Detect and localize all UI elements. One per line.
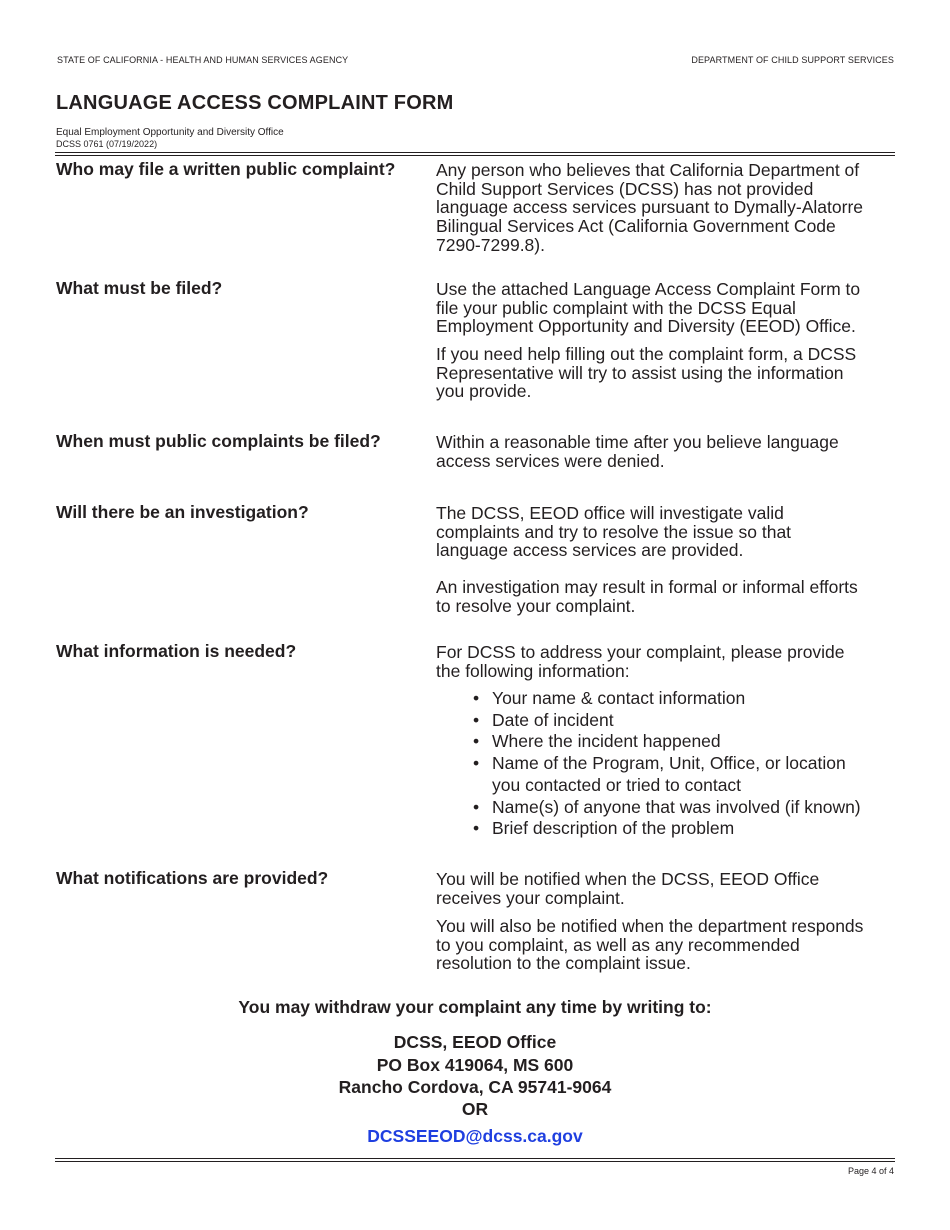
address-line2: Rancho Cordova, CA 95741-9064 [338, 1077, 612, 1097]
answer-line: to you complaint, as well as any recommended [436, 934, 800, 955]
answer-line: Child Support Services (DCSS) has not provided [436, 178, 814, 199]
answer-line: Bilingual Services Act (California Government Code [436, 216, 836, 237]
answer-when-filed [436, 433, 896, 470]
answer-line: If you need help filling out the complaint form, a DCSS [436, 344, 857, 364]
answer-help-filling [436, 345, 896, 401]
email-row [0, 1126, 950, 1147]
answer-line: language access services pursuant to Dymally-Alatorre [436, 197, 863, 218]
question-investigation: Will there be an investigation? [56, 502, 309, 522]
page-number: Page 4 of 4 [847, 1166, 894, 1176]
bullet-icon: • [473, 731, 480, 752]
withdraw-intro: You may withdraw your complaint any time by writing to: [238, 997, 712, 1017]
answer-line: You will be notified when the DCSS, EEOD Office [436, 869, 820, 889]
question-information-needed: What information is needed? [56, 641, 297, 661]
answer-line: Representative will try to assist using the information [436, 362, 844, 383]
answer-line: Any person who believes that California Department of [436, 160, 860, 180]
form-title: LANGUAGE ACCESS COMPLAINT FORM [56, 92, 454, 114]
header-department: DEPARTMENT OF CHILD SUPPORT SERVICES [691, 55, 894, 65]
list-item: • Name(s) of anyone that was involved (if known) [473, 796, 861, 817]
answer-line: For DCSS to address your complaint, please provide [436, 642, 845, 662]
address-or: OR [461, 1099, 489, 1119]
question-who-may-file: Who may file a written public complaint? [56, 159, 396, 179]
answer-line: resolution to the complaint issue. [436, 953, 691, 974]
answer-line: Within a reasonable time after you believe language [436, 432, 839, 452]
bottom-divider [55, 1158, 895, 1159]
form-office: Equal Employment Opportunity and Diversity Office [56, 127, 284, 138]
question-when-filed: When must public complaints be filed? [56, 431, 381, 451]
bullet-icon: • [473, 818, 480, 839]
information-list [473, 688, 861, 840]
answer-line: An investigation may result in formal or informal efforts [436, 577, 858, 597]
top-divider-double [55, 155, 895, 156]
answer-line: receives your complaint. [436, 887, 625, 908]
address-name: DCSS, EEOD Office [393, 1032, 557, 1052]
address-line1: PO Box 419064, MS 600 [376, 1055, 574, 1075]
bullet-icon: • [473, 688, 480, 708]
list-item: • Name of the Program, Unit, Office, or location you contacted or tried to contact [473, 753, 846, 795]
answer-investigation-result [436, 578, 896, 615]
answer-notifications-response [436, 917, 896, 973]
answer-line: language access services are provided. [436, 540, 744, 561]
form-number: DCSS 0761 (07/19/2022) [56, 139, 158, 149]
list-item: • Brief description of the problem [473, 818, 735, 839]
answer-line: the following information: [436, 660, 630, 681]
list-item: • Where the incident happened [473, 731, 721, 752]
header-agency: STATE OF CALIFORNIA - HEALTH AND HUMAN SERVICES AGENCY [57, 55, 349, 65]
answer-line: complaints and try to resolve the issue so that [436, 521, 792, 542]
answer-line: to resolve your complaint. [436, 595, 636, 616]
answer-information-needed [436, 643, 896, 680]
question-notifications: What notifications are provided? [56, 868, 329, 888]
answer-who-may-file [436, 161, 896, 255]
answer-line: The DCSS, EEOD office will investigate valid [436, 503, 784, 523]
bottom-divider-double [55, 1161, 895, 1162]
answer-what-must-be-filed [436, 280, 896, 336]
answer-notifications [436, 870, 896, 907]
top-divider [55, 152, 895, 153]
answer-line: Employment Opportunity and Diversity (EEOD) Office. [436, 316, 856, 337]
email-link[interactable]: DCSSEEOD@dcss.ca.gov [367, 1126, 583, 1146]
answer-line: You will also be notified when the department responds [436, 916, 864, 936]
answer-line: file your public complaint with the DCSS Equal [436, 297, 796, 318]
list-item: • Date of incident [473, 709, 614, 730]
answer-line: 7290-7299.8). [436, 234, 545, 255]
list-item: • Your name & contact information [473, 688, 746, 708]
bullet-icon: • [473, 796, 480, 817]
answer-investigation [436, 504, 896, 560]
bullet-icon: • [473, 709, 480, 730]
answer-line: Use the attached Language Access Complaint Form to [436, 279, 861, 299]
answer-line: access services were denied. [436, 450, 665, 471]
bullet-icon: • [473, 753, 480, 774]
answer-line: you provide. [436, 381, 532, 402]
question-what-must-be-filed: What must be filed? [56, 278, 223, 298]
